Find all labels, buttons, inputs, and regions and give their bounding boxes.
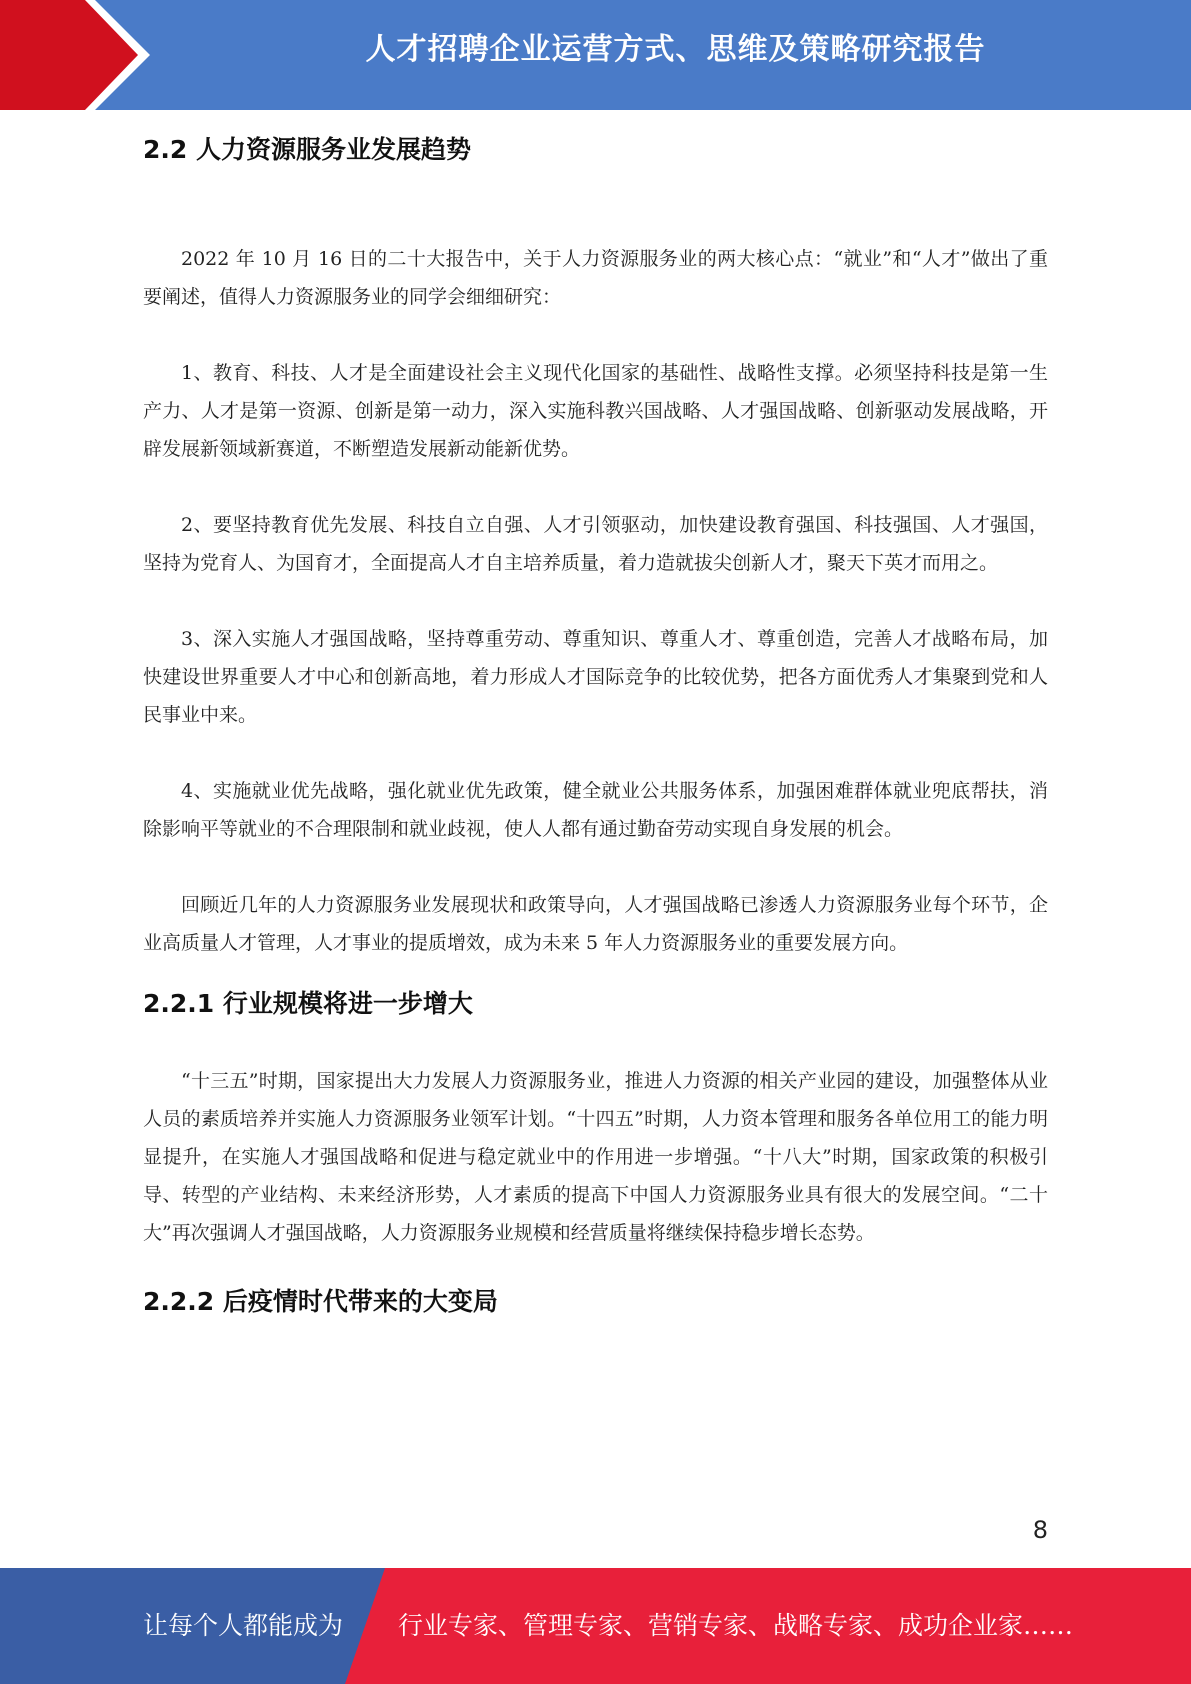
footer-slogan: 让每个人都能成为 bbox=[143, 1611, 344, 1640]
header-banner bbox=[0, 0, 1191, 110]
footer-banner bbox=[0, 1568, 1191, 1684]
main-content bbox=[143, 130, 1048, 1322]
section-heading-2-2-1: 2.2.1 行业规模将进一步增大 bbox=[143, 989, 473, 1018]
paragraph: 3、深入实施人才强国战略，坚持尊重劳动、尊重知识、尊重人才、尊重创造，完善人才战略布局，加快建设世界重要人才中心和创新高地，着力形成人才国际竞争的比较优势，把各方面优秀人才集聚到党和人民事业中来。 bbox=[143, 628, 1048, 726]
paragraph: 2022 年 10 月 16 日的二十大报告中，关于人力资源服务业的两大核心点：“就业”和“人才”做出了重要阐述，值得人力资源服务业的同学会细细研究： bbox=[143, 248, 1048, 308]
report-title: 人才招聘企业运营方式、思维及策略研究报告 bbox=[365, 32, 986, 67]
paragraph: 回顾近几年的人力资源服务业发展现状和政策导向，人才强国战略已渗透人力资源服务业每个环节，企业高质量人才管理，人才事业的提质增效，成为未来 5 年人力资源服务业的重要发展方向。 bbox=[143, 894, 1048, 954]
section-heading-2-2: 2.2 人力资源服务业发展趋势 bbox=[143, 135, 471, 164]
paragraph: 2、要坚持教育优先发展、科技自立自强、人才引领驱动，加快建设教育强国、科技强国、人才强国，坚持为党育人、为国育才，全面提高人才自主培养质量，着力造就拔尖创新人才，聚天下英才而用之。 bbox=[143, 514, 1048, 574]
chevron-arrow-icon bbox=[0, 0, 160, 110]
paragraph: 4、实施就业优先战略，强化就业优先政策，健全就业公共服务体系，加强困难群体就业兜底帮扶，消除影响平等就业的不合理限制和就业歧视，使人人都有通过勤奋劳动实现自身发展的机会。 bbox=[143, 780, 1048, 840]
section-heading-2-2-2: 2.2.2 后疫情时代带来的大变局 bbox=[143, 1287, 498, 1316]
paragraph: 1、教育、科技、人才是全面建设社会主义现代化国家的基础性、战略性支撑。必须坚持科技是第一生产力、人才是第一资源、创新是第一动力，深入实施科教兴国战略、人才强国战略、创新驱动发展战略，开辟发展新领域新赛道，不断塑造发展新动能新优势。 bbox=[143, 362, 1048, 460]
paragraph: “十三五”时期，国家提出大力发展人力资源服务业，推进人力资源的相关产业园的建设，加强整体从业人员的素质培养并实施人力资源服务业领军计划。“十四五”时期，人力资本管理和服务各单位用工的能力明显提升，在实施人才强国战略和促进与稳定就业中的作用进一步增强。“十八大”时期，国家政策的积极引导、转型的产业结构、未来经济形势，人才素质的提高下中国人力资源服务业具有很大的发展空间。“二十大”再次强调人才强国战略，人力资源服务业规模和经营质量将继续保持稳步增长态势。 bbox=[143, 1070, 1048, 1244]
footer-roles: 行业专家、管理专家、营销专家、战略专家、成功企业家…… bbox=[398, 1611, 1074, 1640]
page-number: 8 bbox=[1032, 1516, 1048, 1544]
